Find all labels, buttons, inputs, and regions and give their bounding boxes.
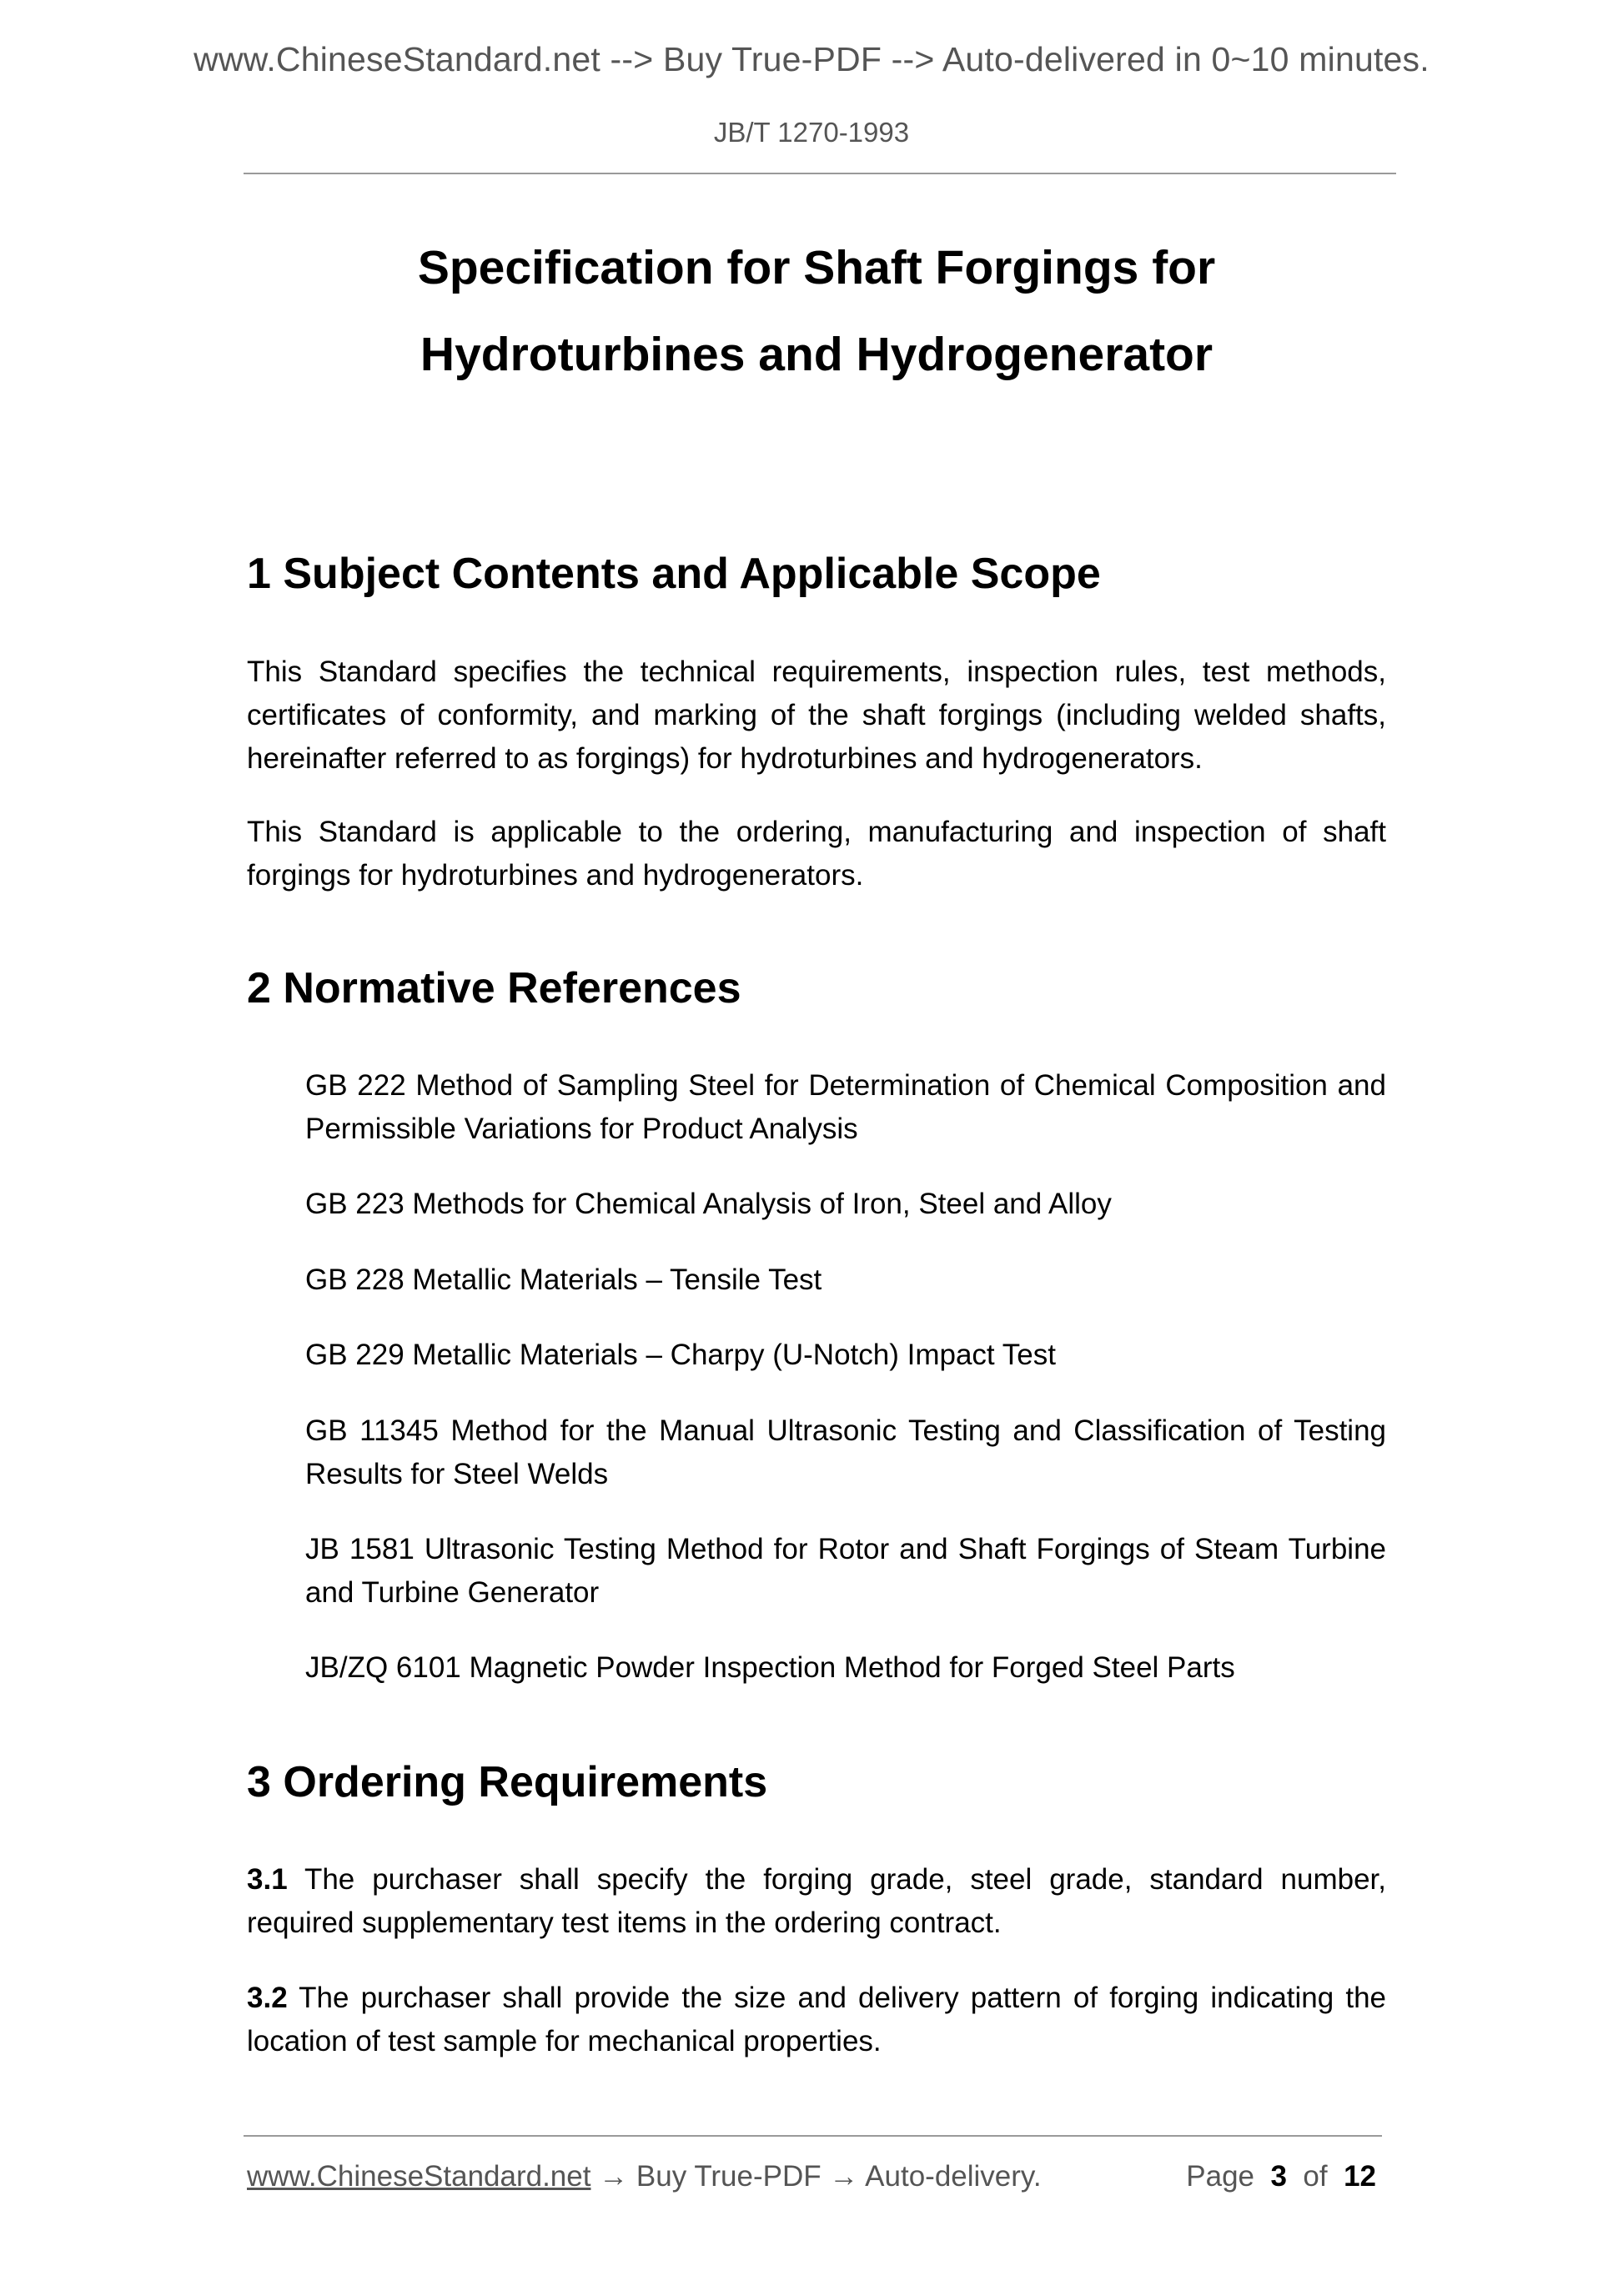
section-3-heading: 3 Ordering Requirements: [247, 1758, 768, 1806]
clause-text: The purchaser shall specify the forging grade, steel grade, standard number, required supplementary test items in the ordering contract.: [247, 1863, 1386, 1939]
footer-promo: [247, 2160, 1042, 2193]
normative-reference: JB 1581 Ultrasonic Testing Method for Rotor and Shaft Forgings of Steam Turbine and Turbine Generator: [305, 1533, 1386, 1609]
clause-3-1: [247, 1858, 1386, 1945]
section-1-paragraph-2: This Standard is applicable to the ordering, manufacturing and inspection of shaft forgings for hydroturbines and hydrogenerators.: [247, 816, 1386, 892]
site-banner: www.ChineseStandard.net --> Buy True-PDF --> Auto-delivered in 0~10 minutes.: [193, 40, 1430, 78]
footer-divider: [244, 2135, 1382, 2137]
section-1-paragraph-1: This Standard specifies the technical requirements, inspection rules, test methods, certificates of conformity, and marking of the shaft forgings (including welded shafts, hereinafter referred to as forgings) for hydroturbines and hydrogenerators.: [247, 656, 1386, 775]
page-current: 3: [1270, 2160, 1287, 2193]
clause-number: 3.2: [247, 1982, 288, 2014]
page-indicator: [1186, 2160, 1376, 2193]
normative-reference: GB 223 Methods for Chemical Analysis of Iron, Steel and Alloy: [305, 1188, 1112, 1220]
clause-number: 3.1: [247, 1863, 288, 1896]
page-label: Page: [1186, 2160, 1255, 2193]
clause-text: The purchaser shall provide the size and delivery pattern of forging indicating the location of test sample for mechanical properties.: [247, 1982, 1386, 2057]
footer-site-link[interactable]: www.ChineseStandard.net: [247, 2160, 591, 2193]
section-1-heading: 1 Subject Contents and Applicable Scope: [247, 550, 1101, 598]
normative-reference: JB/ZQ 6101 Magnetic Powder Inspection Method for Forged Steel Parts: [305, 1651, 1235, 1684]
document-title-line-2: Hydroturbines and Hydrogenerator: [420, 328, 1213, 381]
page-of-label: of: [1303, 2160, 1328, 2193]
normative-reference: GB 222 Method of Sampling Steel for Determination of Chemical Composition and Permissible Variations for Product Analysis: [305, 1069, 1386, 1145]
document-title-line-1: Specification for Shaft Forgings for: [417, 241, 1216, 294]
section-2-heading: 2 Normative References: [247, 964, 741, 1012]
header-divider: [244, 173, 1396, 174]
normative-reference: GB 229 Metallic Materials – Charpy (U-Notch) Impact Test: [305, 1339, 1056, 1371]
page-total: 12: [1344, 2160, 1376, 2193]
normative-reference: GB 11345 Method for the Manual Ultrasonic Testing and Classification of Testing Results for Steel Welds: [305, 1414, 1386, 1490]
footer-promo-text: → Buy True-PDF → Auto-delivery.: [590, 2160, 1042, 2193]
normative-reference: GB 228 Metallic Materials – Tensile Test: [305, 1264, 822, 1296]
document-number: JB/T 1270-1993: [713, 117, 910, 148]
clause-3-2: [247, 1977, 1386, 2063]
